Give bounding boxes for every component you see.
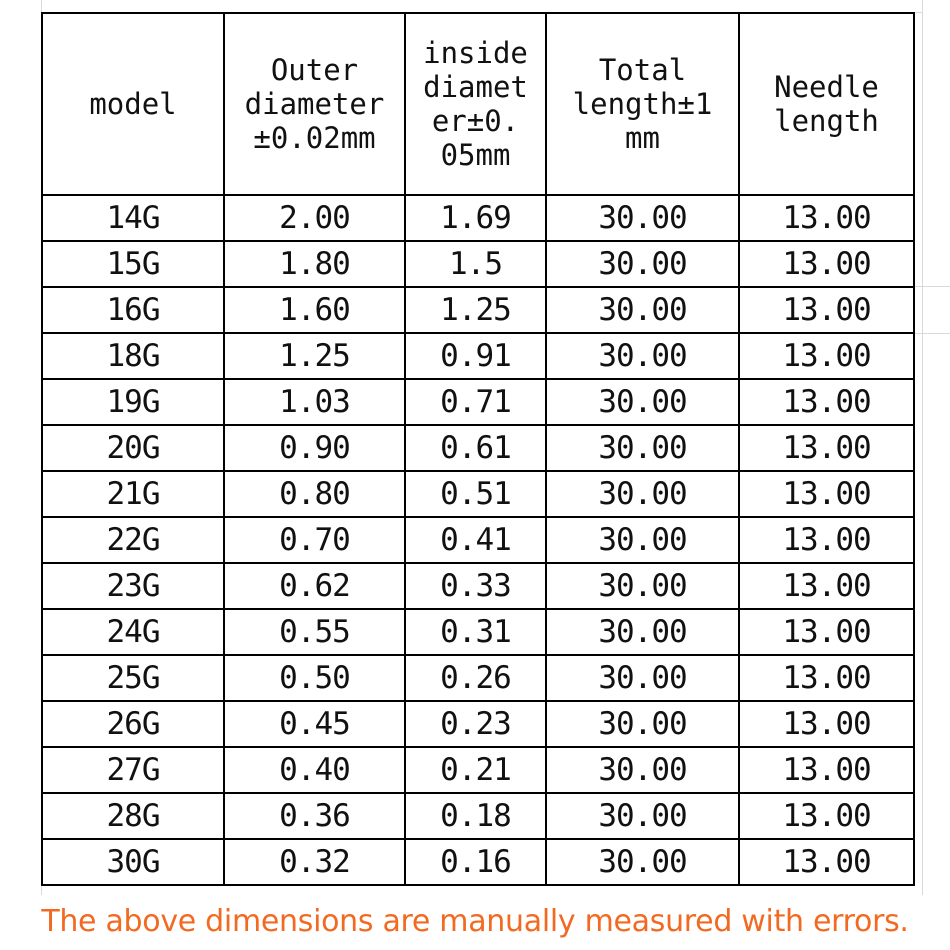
cell-inside-diameter[interactable]: 0.16 xyxy=(405,839,546,885)
cell-model[interactable]: 25G xyxy=(42,655,224,701)
table-row xyxy=(42,701,914,747)
cell-total-length[interactable]: 30.00 xyxy=(546,701,739,747)
cell-needle-length[interactable]: 13.00 xyxy=(739,701,914,747)
cell-outer-diameter[interactable]: 1.03 xyxy=(224,379,405,425)
cell-outer-diameter[interactable]: 0.80 xyxy=(224,471,405,517)
cell-inside-diameter[interactable]: 0.91 xyxy=(405,333,546,379)
cell-needle-length[interactable]: 13.00 xyxy=(739,195,914,241)
cell-model[interactable]: 24G xyxy=(42,609,224,655)
cell-total-length[interactable]: 30.00 xyxy=(546,287,739,333)
table-row xyxy=(42,517,914,563)
table-row xyxy=(42,655,914,701)
cell-total-length[interactable]: 30.00 xyxy=(546,655,739,701)
cell-total-length[interactable]: 30.00 xyxy=(546,195,739,241)
cell-needle-length[interactable]: 13.00 xyxy=(739,333,914,379)
table-row xyxy=(42,379,914,425)
table-row xyxy=(42,241,914,287)
cell-outer-diameter[interactable]: 0.50 xyxy=(224,655,405,701)
cell-outer-diameter[interactable]: 0.40 xyxy=(224,747,405,793)
grid-line xyxy=(910,286,950,287)
table-row xyxy=(42,563,914,609)
cell-model[interactable]: 27G xyxy=(42,747,224,793)
cell-needle-length[interactable]: 13.00 xyxy=(739,655,914,701)
table-row xyxy=(42,793,914,839)
cell-inside-diameter[interactable]: 1.5 xyxy=(405,241,546,287)
grid-line xyxy=(910,333,950,334)
table-row xyxy=(42,195,914,241)
cell-needle-length[interactable]: 13.00 xyxy=(739,609,914,655)
cell-needle-length[interactable]: 13.00 xyxy=(739,241,914,287)
cell-total-length[interactable]: 30.00 xyxy=(546,333,739,379)
table-row xyxy=(42,839,914,885)
cell-outer-diameter[interactable]: 0.45 xyxy=(224,701,405,747)
cell-outer-diameter[interactable]: 0.90 xyxy=(224,425,405,471)
table-row xyxy=(42,333,914,379)
cell-needle-length[interactable]: 13.00 xyxy=(739,517,914,563)
cell-outer-diameter[interactable]: 1.60 xyxy=(224,287,405,333)
cell-model[interactable]: 20G xyxy=(42,425,224,471)
cell-total-length[interactable]: 30.00 xyxy=(546,839,739,885)
cell-model[interactable]: 19G xyxy=(42,379,224,425)
table-row xyxy=(42,609,914,655)
header-cell-model[interactable]: model xyxy=(42,13,224,195)
table-row xyxy=(42,747,914,793)
cell-needle-length[interactable]: 13.00 xyxy=(739,287,914,333)
cell-model[interactable]: 21G xyxy=(42,471,224,517)
table-row xyxy=(42,287,914,333)
header-cell-total-length[interactable] xyxy=(546,13,739,195)
header-cell-needle-length[interactable] xyxy=(739,13,914,195)
cell-total-length[interactable]: 30.00 xyxy=(546,471,739,517)
cell-model[interactable]: 22G xyxy=(42,517,224,563)
header-inside-diameter-text: inside diamet er±0. 05mm xyxy=(423,36,528,172)
cell-outer-diameter[interactable]: 0.55 xyxy=(224,609,405,655)
cell-inside-diameter[interactable]: 0.26 xyxy=(405,655,546,701)
cell-outer-diameter[interactable]: 0.36 xyxy=(224,793,405,839)
header-needle-length-text: Needle length xyxy=(774,70,879,138)
cell-inside-diameter[interactable]: 0.21 xyxy=(405,747,546,793)
cell-inside-diameter[interactable]: 0.51 xyxy=(405,471,546,517)
cell-inside-diameter[interactable]: 0.41 xyxy=(405,517,546,563)
cell-model[interactable]: 15G xyxy=(42,241,224,287)
cell-inside-diameter[interactable]: 0.23 xyxy=(405,701,546,747)
cell-model[interactable]: 30G xyxy=(42,839,224,885)
cell-model[interactable]: 16G xyxy=(42,287,224,333)
cell-needle-length[interactable]: 13.00 xyxy=(739,379,914,425)
cell-needle-length[interactable]: 13.00 xyxy=(739,839,914,885)
table-row xyxy=(42,471,914,517)
cell-total-length[interactable]: 30.00 xyxy=(546,241,739,287)
cell-model[interactable]: 28G xyxy=(42,793,224,839)
cell-inside-diameter[interactable]: 0.71 xyxy=(405,379,546,425)
cell-inside-diameter[interactable]: 0.33 xyxy=(405,563,546,609)
cell-needle-length[interactable]: 13.00 xyxy=(739,747,914,793)
cell-inside-diameter[interactable]: 0.18 xyxy=(405,793,546,839)
needle-spec-table xyxy=(41,12,915,886)
table-row xyxy=(42,425,914,471)
cell-inside-diameter[interactable]: 1.25 xyxy=(405,287,546,333)
cell-total-length[interactable]: 30.00 xyxy=(546,425,739,471)
cell-outer-diameter[interactable]: 0.62 xyxy=(224,563,405,609)
cell-inside-diameter[interactable]: 0.61 xyxy=(405,425,546,471)
cell-model[interactable]: 18G xyxy=(42,333,224,379)
cell-needle-length[interactable]: 13.00 xyxy=(739,425,914,471)
cell-inside-diameter[interactable]: 1.69 xyxy=(405,195,546,241)
cell-needle-length[interactable]: 13.00 xyxy=(739,563,914,609)
cell-outer-diameter[interactable]: 1.25 xyxy=(224,333,405,379)
cell-outer-diameter[interactable]: 0.32 xyxy=(224,839,405,885)
header-row xyxy=(42,13,914,195)
header-cell-inside-diameter[interactable] xyxy=(405,13,546,195)
grid-line xyxy=(922,0,923,895)
header-outer-diameter-text: Outer diameter ±0.02mm xyxy=(244,53,385,155)
cell-outer-diameter[interactable]: 1.80 xyxy=(224,241,405,287)
cell-total-length[interactable]: 30.00 xyxy=(546,793,739,839)
cell-outer-diameter[interactable]: 2.00 xyxy=(224,195,405,241)
cell-model[interactable]: 23G xyxy=(42,563,224,609)
cell-outer-diameter[interactable]: 0.70 xyxy=(224,517,405,563)
measurement-disclaimer: The above dimensions are manually measured with errors. xyxy=(41,904,909,939)
cell-total-length[interactable]: 30.00 xyxy=(546,563,739,609)
cell-total-length[interactable]: 30.00 xyxy=(546,379,739,425)
cell-needle-length[interactable]: 13.00 xyxy=(739,471,914,517)
header-total-length-text: Total length±1 mm xyxy=(572,53,713,155)
cell-needle-length[interactable]: 13.00 xyxy=(739,793,914,839)
cell-model[interactable]: 26G xyxy=(42,701,224,747)
cell-inside-diameter[interactable]: 0.31 xyxy=(405,609,546,655)
header-cell-outer-diameter[interactable] xyxy=(224,13,405,195)
cell-total-length[interactable]: 30.00 xyxy=(546,747,739,793)
cell-total-length[interactable]: 30.00 xyxy=(546,517,739,563)
cell-model[interactable]: 14G xyxy=(42,195,224,241)
cell-total-length[interactable]: 30.00 xyxy=(546,609,739,655)
